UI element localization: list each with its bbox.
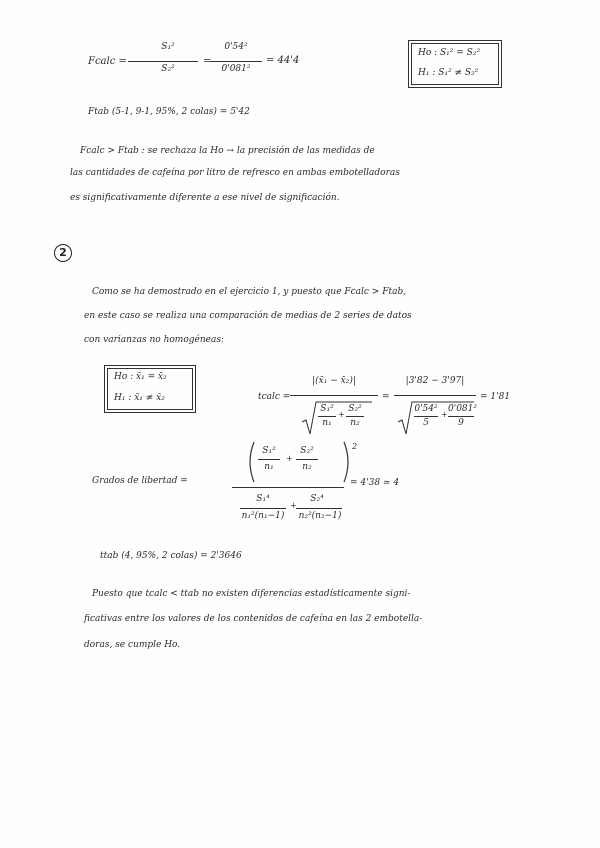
alternative-hypothesis: H₁ : S₁² ≠ S₂²	[418, 68, 479, 78]
fraction-bar	[210, 61, 262, 62]
gl-label: Grados de libertad =	[92, 476, 188, 486]
radicand-denominator: n₁	[322, 418, 332, 428]
conclusion-line: las cantidades de cafeína por litro de refresco en ambas embotelladoras	[70, 168, 400, 178]
conclusion-line: es significativamente diferente a ese nivel de significación.	[70, 193, 340, 203]
fraction-numerator: |3'82 − 3'97|	[405, 376, 465, 386]
radicand-denominator: n₂	[350, 418, 360, 428]
alternative-hypothesis: H₁ : x̄₁ ≠ x̄₂	[114, 393, 165, 403]
equals-sign: =	[382, 392, 390, 402]
radicand-numerator: S₁²	[320, 404, 334, 414]
fraction-bar	[448, 416, 474, 417]
fraction-denominator: 0'081²	[221, 64, 251, 74]
fraction-bar	[296, 508, 342, 509]
fraction-denominator: S₂²	[161, 64, 175, 74]
fraction-bar	[296, 459, 318, 460]
final-line: Puesto que tcalc < ttab no existen diferencias estadísticamente signi-	[92, 589, 411, 599]
tcalc-result: = 1'81	[480, 392, 511, 402]
fraction-bar	[232, 487, 344, 488]
radicand-numerator: S₂²	[348, 404, 362, 414]
gl-frac-numerator: S₁⁴	[256, 494, 270, 504]
radicand-numerator: 0'54²	[414, 404, 438, 414]
fraction-bar	[346, 416, 364, 417]
final-line: doras, se cumple Ho.	[84, 640, 181, 650]
equals-sign: =	[203, 56, 212, 67]
gl-frac-numerator: S₁²	[262, 446, 276, 456]
ttab-value: ttab (4, 95%, 2 colas) = 2'3646	[100, 551, 242, 561]
conclusion-line: Fcalc > Ftab : se rechaza la Ho → la precisión de las medidas de	[80, 146, 375, 156]
intro-line: Como se ha demostrado en el ejercicio 1, y puesto que Fcalc > Ftab,	[92, 287, 407, 297]
fcalc-label: Fcalc =	[88, 56, 127, 67]
fraction-numerator: |(x̄₁ − x̄₂)|	[312, 376, 356, 386]
radicand-numerator: 0'081²	[448, 404, 477, 414]
gl-frac-numerator: S₂²	[300, 446, 314, 456]
null-hypothesis: Ho : S₁² = S₂²	[418, 48, 481, 58]
fraction-bar	[394, 395, 476, 396]
fraction-bar	[258, 459, 280, 460]
null-hypothesis: Ho : x̄₁ = x̄₂	[114, 372, 167, 382]
intro-line: en este caso se realiza una comparación de medias de 2 series de datos	[84, 311, 412, 321]
fraction-bar	[318, 416, 336, 417]
tcalc-label: tcalc =	[258, 392, 291, 402]
gl-frac-denominator: n₁²(n₁−1)	[241, 511, 285, 521]
fraction-bar	[128, 61, 198, 62]
plus-sign: +	[441, 410, 448, 419]
plus-sign: +	[290, 501, 297, 510]
plus-sign: +	[286, 454, 293, 463]
gl-result: = 4'38 ≃ 4	[350, 478, 400, 488]
gl-frac-denominator: n₂²(n₂−1)	[298, 511, 342, 521]
gl-frac-denominator: n₂	[302, 462, 312, 472]
fraction-bar	[290, 395, 378, 396]
plus-sign: +	[338, 410, 345, 419]
final-line: ficativas entre los valores de los contenidos de cafeína en las 2 embotella-	[84, 614, 423, 624]
fraction-bar	[240, 508, 286, 509]
fraction-numerator: 0'54²	[224, 42, 248, 52]
exercise-number: 2	[54, 244, 72, 262]
fraction-bar	[414, 416, 438, 417]
exponent: 2	[352, 442, 358, 451]
radicand-denominator: 5	[423, 418, 429, 428]
fcalc-result: = 44'4	[266, 55, 300, 66]
radicand-denominator: 9	[458, 418, 464, 428]
fraction-numerator: S₁²	[161, 42, 175, 52]
gl-frac-denominator: n₁	[264, 462, 274, 472]
gl-frac-numerator: S₂⁴	[310, 494, 324, 504]
ftab-value: Ftab (5-1, 9-1, 95%, 2 colas) = 5'42	[88, 107, 250, 117]
intro-line: con varianzas no homogéneas:	[84, 335, 224, 345]
